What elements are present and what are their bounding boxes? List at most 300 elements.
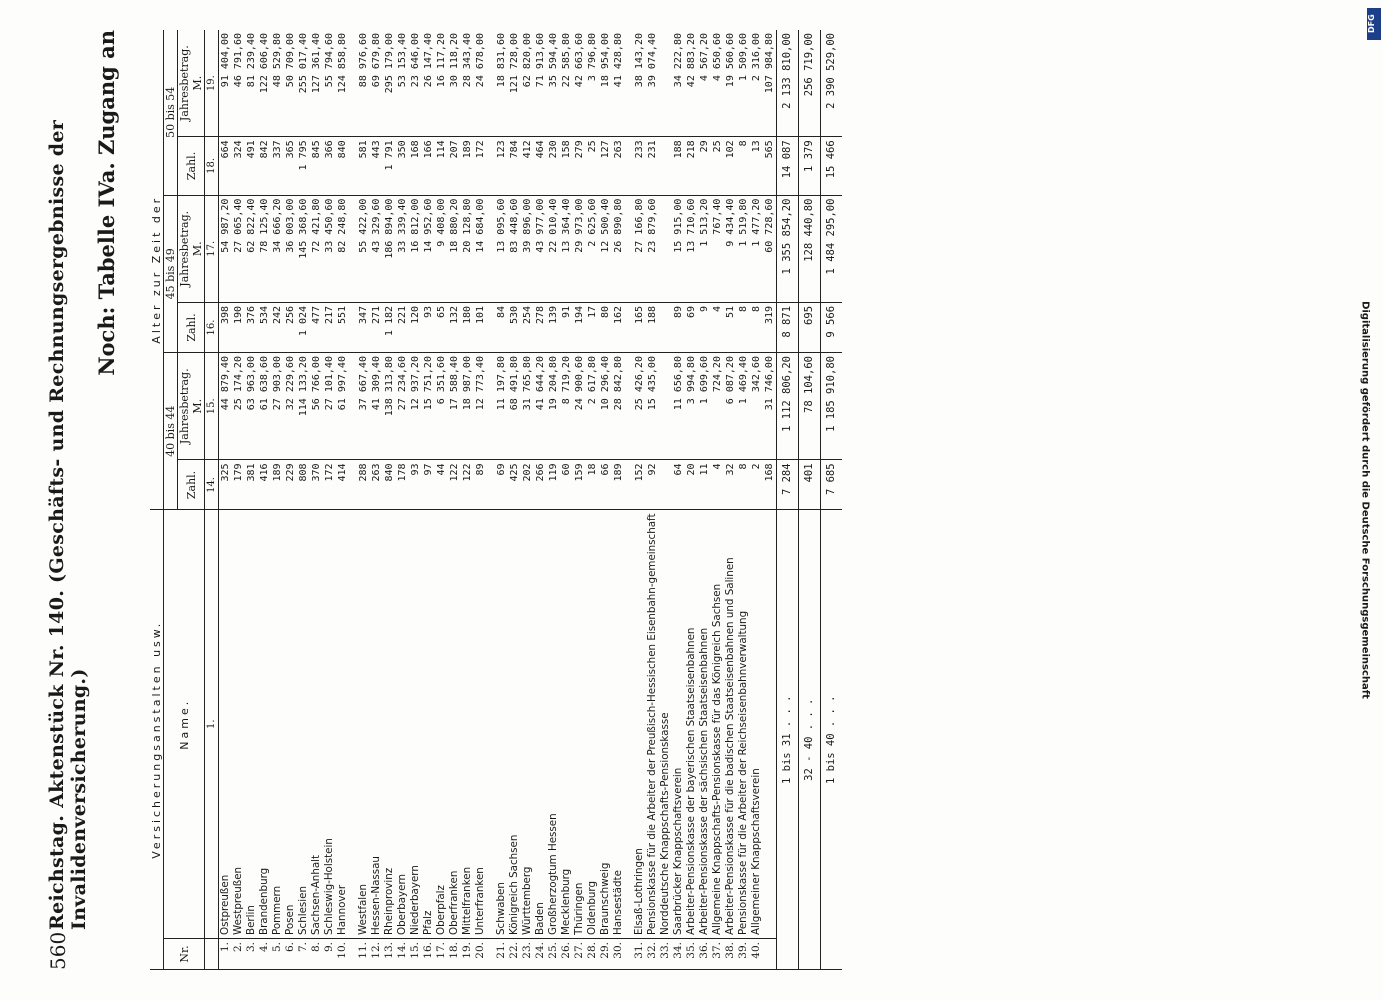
- cell-nr: 18.: [448, 939, 461, 970]
- cell-name: Königreich Sachsen: [508, 510, 521, 939]
- page-header: [40, 30, 90, 970]
- cell-c18: 366: [323, 137, 336, 195]
- cell-c19: 1 509,60: [737, 30, 750, 137]
- total-c18: 15 466: [821, 137, 843, 195]
- table-row: [336, 30, 349, 970]
- cell-c15: 15 435,00: [646, 353, 659, 460]
- colno-15: 15.: [205, 353, 219, 460]
- cell-c14: 44: [435, 460, 448, 510]
- cell-c19: 91 404,00: [219, 30, 233, 137]
- cell-nr: 37.: [711, 939, 724, 970]
- cell-c16: 271: [370, 302, 383, 352]
- table-row: [232, 30, 245, 970]
- cell-nr: 27.: [573, 939, 586, 970]
- cell-c19: 46 791,60: [232, 30, 245, 137]
- cell-c16: 347: [349, 302, 370, 352]
- cell-c19: 39 074,40: [646, 30, 659, 137]
- cell-c19: 26 147,40: [422, 30, 435, 137]
- cell-c19: 4 650,60: [711, 30, 724, 137]
- cell-c18: 218: [685, 137, 698, 195]
- cell-nr: 9.: [323, 939, 336, 970]
- cell-c17: 14 952,60: [422, 195, 435, 302]
- cell-c18: 127: [599, 137, 612, 195]
- total-c15: 1 112 806,20: [777, 353, 799, 460]
- cell-name: Pensionskasse für die Arbeiter der Preußisch-Hessischen Eisenbahn-gemeinschaft: [646, 510, 659, 939]
- cell-c18: 102: [724, 137, 737, 195]
- cell-c16: 8: [737, 302, 750, 352]
- cell-name: Schleswig-Holstein: [323, 510, 336, 939]
- table-row: [521, 30, 534, 970]
- cell-c17: 82 248,80: [336, 195, 349, 302]
- cell-c18: 1 795: [297, 137, 310, 195]
- cell-c18: 188: [672, 137, 685, 195]
- zahl-header: Zahl.: [178, 460, 205, 510]
- cell-c18: [659, 137, 672, 195]
- total-c19: 2 133 810,00: [777, 30, 799, 137]
- cell-c17: 767,40: [711, 195, 724, 302]
- cell-c19: 124 858,80: [336, 30, 349, 137]
- cell-nr: 39.: [737, 939, 750, 970]
- cell-c17: 60 728,60: [763, 195, 777, 302]
- cell-c15: 18 987,00: [461, 353, 474, 460]
- cell-c18: 172: [474, 137, 487, 195]
- cell-c14: 808: [297, 460, 310, 510]
- cell-c17: 34 666,20: [271, 195, 284, 302]
- cell-c14: 64: [672, 460, 685, 510]
- cell-c14: 178: [396, 460, 409, 510]
- cell-name: Braunschweig: [599, 510, 612, 939]
- cell-c15: 724,20: [711, 353, 724, 460]
- cell-nr: 8.: [310, 939, 323, 970]
- cell-c18: 8: [737, 137, 750, 195]
- cell-c14: 168: [763, 460, 777, 510]
- cell-c18: 263: [612, 137, 625, 195]
- cell-c15: 114 133,20: [297, 353, 310, 460]
- cell-c16: 93: [422, 302, 435, 352]
- cell-c16: 4: [711, 302, 724, 352]
- cell-c18: 412: [521, 137, 534, 195]
- cell-c16: 256: [284, 302, 297, 352]
- cell-c16: 194: [573, 302, 586, 352]
- cell-c14: 32: [724, 460, 737, 510]
- cell-c17: 13 095,60: [487, 195, 508, 302]
- colno-18: 18.: [205, 137, 219, 195]
- table-continuation: [90, 30, 126, 970]
- cell-c17: 33 450,60: [323, 195, 336, 302]
- cell-c16: 139: [547, 302, 560, 352]
- table-row: [763, 30, 777, 970]
- cell-nr: 1.: [219, 939, 233, 970]
- cell-c17: 72 421,80: [310, 195, 323, 302]
- cell-nr: 32.: [646, 939, 659, 970]
- cell-name: Arbeiter-Pensionskasse der bayerischen Staatseisenbahnen: [685, 510, 698, 939]
- colno-17: 17.: [205, 195, 219, 302]
- cell-c14: 4: [711, 460, 724, 510]
- cell-c19: 19 560,60: [724, 30, 737, 137]
- cell-c19: 34 222,80: [672, 30, 685, 137]
- cell-nr: 20.: [474, 939, 487, 970]
- cell-nr: 7.: [297, 939, 310, 970]
- range-header-3: 50 bis 54: [164, 30, 178, 195]
- cell-nr: 23.: [521, 939, 534, 970]
- cell-c16: 188: [646, 302, 659, 352]
- cell-c15: 31 746,00: [763, 353, 777, 460]
- cell-nr: 11.: [349, 939, 370, 970]
- cell-c16: 69: [685, 302, 698, 352]
- cell-nr: 35.: [685, 939, 698, 970]
- cell-c15: 10 296,40: [599, 353, 612, 460]
- cell-name: Berlin: [245, 510, 258, 939]
- cell-c18: 350: [396, 137, 409, 195]
- table-row: [724, 30, 737, 970]
- cell-name: Posen: [284, 510, 297, 939]
- cell-nr: 40.: [750, 939, 763, 970]
- range-header-1: 40 bis 44: [164, 353, 178, 510]
- cell-name: Arbeiter-Pensionskasse der sächsischen Staatseisenbahnen: [698, 510, 711, 939]
- table-row: [422, 30, 435, 970]
- total-row: [799, 30, 821, 970]
- cell-c19: 35 594,40: [547, 30, 560, 137]
- cell-c15: 37 667,40: [349, 353, 370, 460]
- table-row: [297, 30, 310, 970]
- cell-c18: 168: [409, 137, 422, 195]
- cell-c15: 44 879,40: [219, 353, 233, 460]
- cell-c17: 39 896,00: [521, 195, 534, 302]
- table-row: [409, 30, 422, 970]
- cell-nr: [763, 939, 777, 970]
- cell-nr: 19.: [461, 939, 474, 970]
- cell-c16: 278: [534, 302, 547, 352]
- cell-c19: 71 913,60: [534, 30, 547, 137]
- cell-c14: 414: [336, 460, 349, 510]
- cell-c17: 55 422,00: [349, 195, 370, 302]
- table-totals: [777, 30, 843, 970]
- cell-name: Niederbayern: [409, 510, 422, 939]
- cell-c19: 255 017,40: [297, 30, 310, 137]
- cell-name: Pommern: [271, 510, 284, 939]
- cell-c16: 132: [448, 302, 461, 352]
- cell-c19: 18 831,60: [487, 30, 508, 137]
- cell-c19: 53 153,40: [396, 30, 409, 137]
- cell-c14: 189: [612, 460, 625, 510]
- cell-nr: 22.: [508, 939, 521, 970]
- cell-c17: 1 519,80: [737, 195, 750, 302]
- table-row: [711, 30, 724, 970]
- cell-name: Saarbrücker Knappschaftsverein: [672, 510, 685, 939]
- cell-c15: 342,60: [750, 353, 763, 460]
- colno-16: 16.: [205, 302, 219, 352]
- cell-c14: 202: [521, 460, 534, 510]
- cell-c18: 845: [310, 137, 323, 195]
- cell-c17: 20 128,80: [461, 195, 474, 302]
- rotated-table-canvas: [30, 30, 1330, 970]
- colno-14: 14.: [205, 460, 219, 510]
- cell-c17: 13 710,60: [685, 195, 698, 302]
- cell-c15: 11 197,80: [487, 353, 508, 460]
- cell-c18: 231: [646, 137, 659, 195]
- total-c19: 2 390 529,00: [821, 30, 843, 137]
- total-c14: 7 284: [777, 460, 799, 510]
- cell-c14: 179: [232, 460, 245, 510]
- cell-c19: 22 585,80: [560, 30, 573, 137]
- cell-c14: 8: [737, 460, 750, 510]
- cell-c14: 370: [310, 460, 323, 510]
- name-header: Name.: [164, 510, 205, 939]
- table-row: [370, 30, 383, 970]
- total-c19: 256 719,00: [799, 30, 821, 137]
- unit-label: M.: [191, 398, 204, 414]
- total-c18: 14 087: [777, 137, 799, 195]
- cell-c14: 172: [323, 460, 336, 510]
- table-caption: Noch: Tabelle IVa. Zugang an: [94, 30, 119, 376]
- table-row: [685, 30, 698, 970]
- cell-c16: 551: [336, 302, 349, 352]
- table-row: [219, 30, 233, 970]
- cell-c15: 27 903,00: [271, 353, 284, 460]
- cell-c18: 25: [711, 137, 724, 195]
- cell-c18: 230: [547, 137, 560, 195]
- cell-c18: 784: [508, 137, 521, 195]
- cell-c18: 233: [625, 137, 646, 195]
- cell-c15: 63 963,00: [245, 353, 258, 460]
- cell-c17: 12 500,40: [599, 195, 612, 302]
- nr-header: Nr.: [164, 939, 205, 970]
- table-row: [612, 30, 625, 970]
- cell-c19: 48 529,80: [271, 30, 284, 137]
- cell-c19: 42 663,60: [573, 30, 586, 137]
- cell-c19: 16 117,20: [435, 30, 448, 137]
- cell-c14: 119: [547, 460, 560, 510]
- cell-c16: 51: [724, 302, 737, 352]
- cell-name: Brandenburg: [258, 510, 271, 939]
- total-row: [777, 30, 799, 970]
- cell-c17: 14 684,00: [474, 195, 487, 302]
- cell-c17: 27 166,80: [625, 195, 646, 302]
- table-row: [750, 30, 763, 970]
- cell-c15: 1 469,40: [737, 353, 750, 460]
- cell-c16: 8: [750, 302, 763, 352]
- unit-label: M.: [191, 75, 204, 91]
- cell-nr: 12.: [370, 939, 383, 970]
- colno-1: 1.: [205, 510, 219, 939]
- cell-name: Hessen-Nassau: [370, 510, 383, 939]
- cell-c18: 189: [461, 137, 474, 195]
- table-row: [547, 30, 560, 970]
- cell-c18: 114: [435, 137, 448, 195]
- cell-c17: 9 408,00: [435, 195, 448, 302]
- cell-c16: 1 182: [383, 302, 396, 352]
- cell-name: Allgemeine Knappschafts-Pensionskasse für das Königreich Sachsen: [711, 510, 724, 939]
- cell-c17: 22 010,40: [547, 195, 560, 302]
- cell-name: Oberbayern: [396, 510, 409, 939]
- cell-nr: 2.: [232, 939, 245, 970]
- cell-name: Schlesien: [297, 510, 310, 939]
- cell-nr: 10.: [336, 939, 349, 970]
- cell-c16: 91: [560, 302, 573, 352]
- total-c14: 401: [799, 460, 821, 510]
- cell-c14: 325: [219, 460, 233, 510]
- cell-c14: 263: [370, 460, 383, 510]
- cell-nr: 16.: [422, 939, 435, 970]
- cell-c16: 84: [487, 302, 508, 352]
- table-row: [310, 30, 323, 970]
- cell-c14: 189: [271, 460, 284, 510]
- cell-c16: 9: [698, 302, 711, 352]
- cell-c14: 18: [586, 460, 599, 510]
- cell-c16: 254: [521, 302, 534, 352]
- cell-c15: 15 751,20: [422, 353, 435, 460]
- cell-nr: 28.: [586, 939, 599, 970]
- cell-nr: 29.: [599, 939, 612, 970]
- table-row: [383, 30, 396, 970]
- age-header: Alter zur Zeit der: [150, 30, 164, 510]
- cell-c19: 295 179,00: [383, 30, 396, 137]
- cell-c16: 89: [672, 302, 685, 352]
- table-row: [586, 30, 599, 970]
- cell-name: Württemberg: [521, 510, 534, 939]
- cell-nr: 25.: [547, 939, 560, 970]
- table-row: [258, 30, 271, 970]
- cell-name: Oldenburg: [586, 510, 599, 939]
- cell-nr: 21.: [487, 939, 508, 970]
- table-row: [487, 30, 508, 970]
- cell-c14: 69: [487, 460, 508, 510]
- cell-c17: 18 880,20: [448, 195, 461, 302]
- cell-c14: 11: [698, 460, 711, 510]
- table-row: [625, 30, 646, 970]
- cell-name: Sachsen-Anhalt: [310, 510, 323, 939]
- cell-c18: 324: [232, 137, 245, 195]
- cell-nr: 3.: [245, 939, 258, 970]
- cell-name: Mittelfranken: [461, 510, 474, 939]
- cell-c17: 23 879,60: [646, 195, 659, 302]
- cell-c15: 11 656,80: [672, 353, 685, 460]
- cell-c15: 41 309,40: [370, 353, 383, 460]
- cell-c14: 266: [534, 460, 547, 510]
- total-c16: 9 566: [821, 302, 843, 352]
- cell-c14: 288: [349, 460, 370, 510]
- cell-name: Norddeutsche Knappschafts-Pensionskasse: [659, 510, 672, 939]
- cell-nr: 31.: [625, 939, 646, 970]
- cell-c16: 80: [599, 302, 612, 352]
- cell-c18: 25: [586, 137, 599, 195]
- table-row: [646, 30, 659, 970]
- cell-nr: 33.: [659, 939, 672, 970]
- cell-c16: 319: [763, 302, 777, 352]
- cell-c16: [659, 302, 672, 352]
- cell-nr: 4.: [258, 939, 271, 970]
- cell-c19: 81 239,40: [245, 30, 258, 137]
- cell-c19: 23 646,00: [409, 30, 422, 137]
- cell-name: Hannover: [336, 510, 349, 939]
- cell-c18: 842: [258, 137, 271, 195]
- cell-c16: 530: [508, 302, 521, 352]
- cell-c15: 12 773,40: [474, 353, 487, 460]
- cell-name: Oberfranken: [448, 510, 461, 939]
- cell-name: Westpreußen: [232, 510, 245, 939]
- total-label: 1 bis 31 . . .: [777, 510, 799, 970]
- table-row: [271, 30, 284, 970]
- cell-c17: 29 973,00: [573, 195, 586, 302]
- cell-c19: 50 709,00: [284, 30, 297, 137]
- cell-c18: 279: [573, 137, 586, 195]
- table-row: [448, 30, 461, 970]
- cell-nr: 14.: [396, 939, 409, 970]
- cell-nr: 30.: [612, 939, 625, 970]
- cell-name: Arbeiter-Pensionskasse für die badischen Staatseisenbahnen und Salinen: [724, 510, 737, 939]
- cell-name: Baden: [534, 510, 547, 939]
- cell-c14: 122: [448, 460, 461, 510]
- cell-c16: 190: [232, 302, 245, 352]
- total-c15: 78 104,60: [799, 353, 821, 460]
- cell-c19: 42 883,20: [685, 30, 698, 137]
- cell-c15: 2 617,80: [586, 353, 599, 460]
- cell-c15: 6 351,60: [435, 353, 448, 460]
- cell-c15: 61 638,60: [258, 353, 271, 460]
- cell-c14: 89: [474, 460, 487, 510]
- page-title: Reichstag. Aktenstück Nr. 140. (Geschäfts- und Rechnungsergebnisse der Invalidenversicherung.): [46, 119, 90, 930]
- total-row: [821, 30, 843, 970]
- cell-c15: 8 719,20: [560, 353, 573, 460]
- jahres-header: Jahresbetrag. M.: [178, 353, 205, 460]
- cell-c17: 1 513,20: [698, 195, 711, 302]
- cell-name: Pensionskasse für die Arbeiter der Reichseisenbahnverwaltung: [737, 510, 750, 939]
- cell-name: Hansestädte: [612, 510, 625, 939]
- table-row: [461, 30, 474, 970]
- jahres-header: Jahresbetrag. M.: [178, 195, 205, 302]
- table-row: [396, 30, 409, 970]
- cell-c17: 145 368,60: [297, 195, 310, 302]
- cell-c16: 101: [474, 302, 487, 352]
- dfg-logo: DFG: [1367, 8, 1381, 40]
- cell-c17: 2 625,60: [586, 195, 599, 302]
- cell-c14: 60: [560, 460, 573, 510]
- jahres-header: Jahresbetrag. M.: [178, 30, 205, 137]
- cell-c14: 229: [284, 460, 297, 510]
- cell-c15: 61 997,40: [336, 353, 349, 460]
- cell-c15: 25 426,20: [625, 353, 646, 460]
- cell-c19: 88 976,60: [349, 30, 370, 137]
- cell-c18: 491: [245, 137, 258, 195]
- table-row: [698, 30, 711, 970]
- cell-c16: 221: [396, 302, 409, 352]
- total-label: 1 bis 40 . . .: [821, 510, 843, 970]
- range-header-2: 45 bis 49: [164, 195, 178, 352]
- cell-nr: 36.: [698, 939, 711, 970]
- cell-c19: 122 606,40: [258, 30, 271, 137]
- cell-c17: 78 125,40: [258, 195, 271, 302]
- cell-c14: 159: [573, 460, 586, 510]
- cell-name: Oberpfalz: [435, 510, 448, 939]
- cell-c17: 1 477,20: [750, 195, 763, 302]
- cell-c19: 4 567,20: [698, 30, 711, 137]
- table-row: [599, 30, 612, 970]
- cell-c18: 123: [487, 137, 508, 195]
- cell-c19: 69 679,80: [370, 30, 383, 137]
- total-c17: 1 355 854,20: [777, 195, 799, 302]
- total-c18: 1 379: [799, 137, 821, 195]
- cell-c15: 24 900,60: [573, 353, 586, 460]
- cell-c17: 62 822,40: [245, 195, 258, 302]
- cell-c15: 25 174,20: [232, 353, 245, 460]
- cell-c18: 840: [336, 137, 349, 195]
- total-c16: 695: [799, 302, 821, 352]
- cell-c17: 54 987,20: [219, 195, 233, 302]
- cell-c17: 27 065,40: [232, 195, 245, 302]
- cell-c15: 31 765,80: [521, 353, 534, 460]
- cell-name: Rheinprovinz: [383, 510, 396, 939]
- cell-c14: 66: [599, 460, 612, 510]
